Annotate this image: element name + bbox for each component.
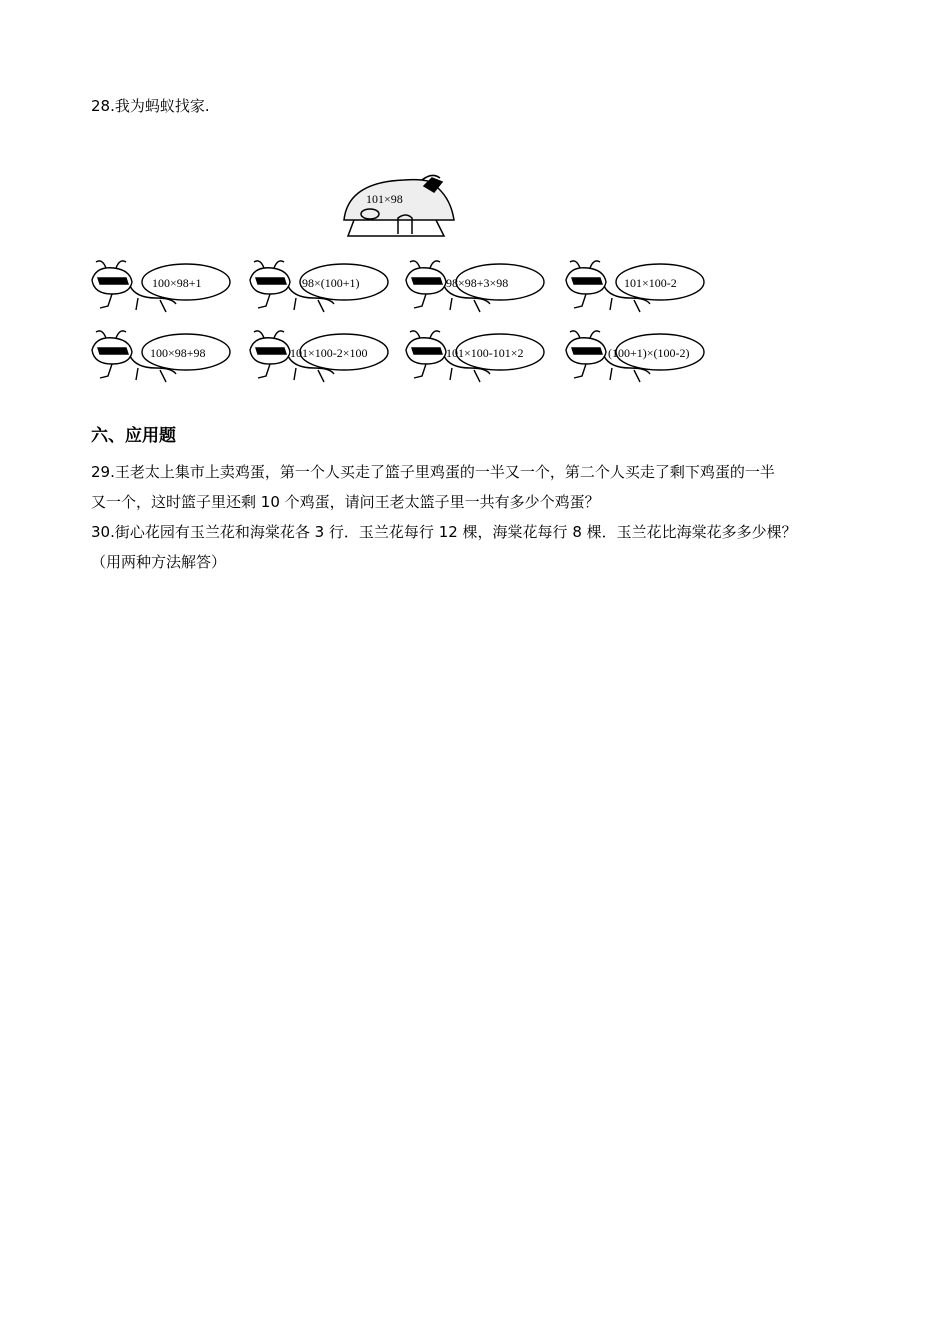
question-30-line-1: 30.街心花园有玉兰花和海棠花各 3 行．玉兰花每行 12 棵，海棠花每行 8 棵．玉兰花比海棠花多多少棵？ <box>91 523 797 541</box>
ant-1 <box>92 261 230 312</box>
ant-7 <box>406 331 544 382</box>
ant-3 <box>406 261 544 312</box>
ant-4 <box>566 261 704 312</box>
ant-7-expression: 101×100-101×2 <box>446 346 524 360</box>
ant-3-expression: 98×98+3×98 <box>446 276 509 290</box>
ant-6-expression: 101×100-2×100 <box>290 346 368 360</box>
ant-1-expression: 100×98+1 <box>152 276 202 290</box>
ant-5-expression: 100×98+98 <box>150 346 206 360</box>
ant-6 <box>250 331 388 382</box>
ant-2 <box>250 261 388 312</box>
section-heading: 六、应用题 <box>91 426 176 446</box>
ant-5 <box>92 331 230 382</box>
ant-2-expression: 98×(100+1) <box>302 276 360 290</box>
question-28-title: 28.我为蚂蚁找家. <box>91 97 210 115</box>
mushroom-house <box>344 175 454 236</box>
ant-8-expression: (100+1)×(100-2) <box>608 346 690 360</box>
question-29 <box>91 457 861 517</box>
ant-house-figure <box>86 168 726 393</box>
ant-4-expression: 101×100-2 <box>624 276 677 290</box>
ant-8 <box>566 331 704 382</box>
question-29-line-1: 29.王老太上集市上卖鸡蛋，第一个人买走了篮子里鸡蛋的一半又一个，第二个人买走了剩下鸡蛋的一半 <box>91 463 775 481</box>
question-30-line-2: （用两种方法解答） <box>91 553 227 571</box>
question-29-line-2: 又一个，这时篮子里还剩 10 个鸡蛋，请问王老太篮子里一共有多少个鸡蛋？ <box>91 493 600 511</box>
question-30 <box>91 517 861 577</box>
house-label: 101×98 <box>366 192 403 206</box>
